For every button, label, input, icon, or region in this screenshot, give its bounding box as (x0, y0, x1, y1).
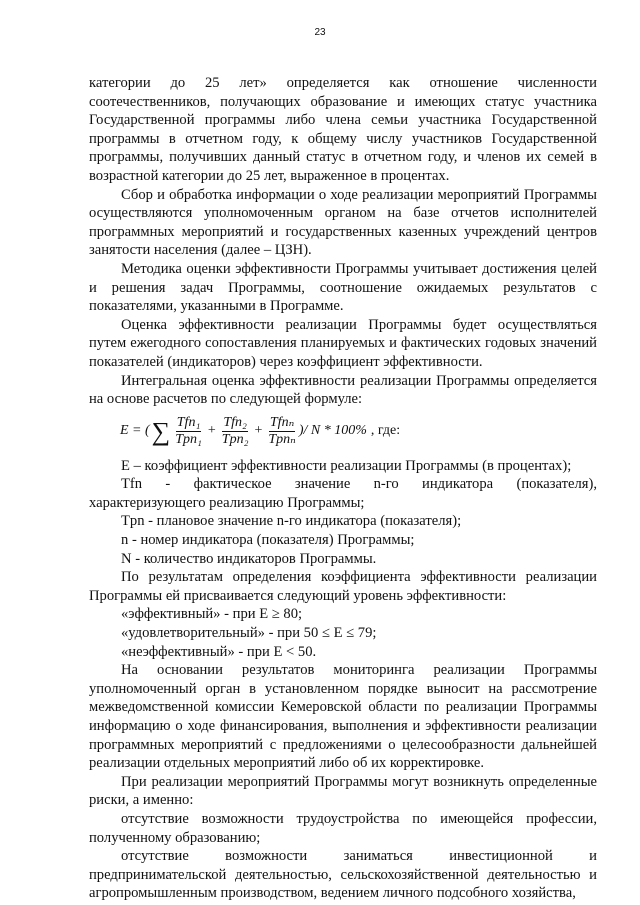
paragraph-3: Методика оценки эффективности Программы учитывает достижения целей и решения задач Программы, соотношение ожидаемых результатов с показателями, указанными в Программе. (89, 260, 597, 315)
level-satisfactory: «удовлетворительный» - при 50 ≤ E ≤ 79; (121, 625, 377, 642)
definition-e: E – коэффициент эффективности реализации Программы (в процентах); (121, 457, 572, 474)
paragraph-5: Интегральная оценка эффективности реализации Программы определяется на основе расчетов по следующей формуле: (89, 372, 597, 408)
paragraph-10: отсутствие возможности заниматься инвестиционной и предпринимательской деятельностью, сельскохозяйственной деятельностью и агропромышленным производством, ведением личного подсобного хозяйства, (89, 848, 597, 902)
fraction-3-denominator: Tpnₙ (268, 432, 296, 448)
document-body (89, 74, 597, 903)
efficiency-formula (89, 411, 597, 453)
formula-lhs: E = ( (120, 423, 150, 439)
plus-sign-1: + (207, 423, 216, 439)
definition-big-n: N - количество индикаторов Программы. (121, 550, 377, 567)
definition-tfn: Tfn - фактическое значение n-го индикатора (показателя), характеризующего реализацию Программы; (89, 476, 597, 511)
plus-sign-2: + (254, 423, 263, 439)
sum-symbol: ∑ (151, 416, 171, 446)
definition-tpn: Tpn - плановое значение n-го индикатора (показателя); (121, 513, 462, 530)
paragraph-7: На основании результатов мониторинга реализации Программы уполномоченный орган в установленном порядке выносит на рассмотрение межведомственной комиссии Кемеровской области по реализации Программы информацию о ходе финансирования, выполнения и эффективности реализации программных мероприятий с предложениями о целесообразности дальнейшей реализации отдельных мероприятий либо об их корректировке. (89, 662, 597, 772)
page-number: 23 (314, 27, 326, 38)
paragraph-9: отсутствие возможности трудоустройства по имеющейся профессии, полученному образованию; (89, 810, 597, 846)
paragraph-2: Сбор и обработка информации о ходе реализации мероприятий Программы осуществляются уполномоченным органом на базе отчетов исполнителей программных мероприятий и государственных казенных учреждений центров занятости населения (далее – ЦЗН). (89, 186, 597, 259)
fraction-1 (174, 415, 203, 448)
definition-n: n - номер индикатора (показателя) Программы; (121, 532, 415, 549)
fraction-3 (267, 415, 296, 448)
fraction-2 (221, 415, 250, 448)
fraction-1-numerator: Tfn₁ (176, 415, 201, 431)
efficiency-levels (89, 605, 597, 661)
fraction-2-numerator: Tfn₂ (223, 415, 247, 431)
paragraph-4: Оценка эффективности реализации Программы будет осуществляться путем ежегодного сопоставления планируемых и фактических годовых значений показателей (индикаторов) через коэффициент эффективности. (89, 316, 597, 370)
paragraph-6: По результатам определения коэффициента эффективности реализации Программы ей присваивается следующий уровень эффективности: (89, 569, 597, 604)
fraction-1-denominator: Tpn₁ (175, 432, 202, 448)
fraction-2-denominator: Tpn₂ (221, 432, 249, 448)
paragraph-8: При реализации мероприятий Программы могут возникнуть определенные риски, а именно: (89, 773, 597, 809)
formula-tail: , где: (370, 423, 401, 439)
fraction-3-numerator: Tfnₙ (269, 415, 295, 431)
paragraph-1: категории до 25 лет» определяется как отношение численности соотечественников, получающих образование и имеющих статус участника Государственной программы либо члена семьи участника Государственной программы в отчетном году, к общему числу участников Государственной программы, получивших данный статус в отчетном году, и членов их семей в возрастной категории до 25 лет, выраженное в процентах. (89, 75, 597, 184)
level-ineffective: «неэффективный» - при E < 50. (121, 643, 317, 660)
formula-rhs: )/ N * 100% (298, 423, 367, 439)
level-effective: «эффективный» - при E ≥ 80; (121, 606, 303, 623)
